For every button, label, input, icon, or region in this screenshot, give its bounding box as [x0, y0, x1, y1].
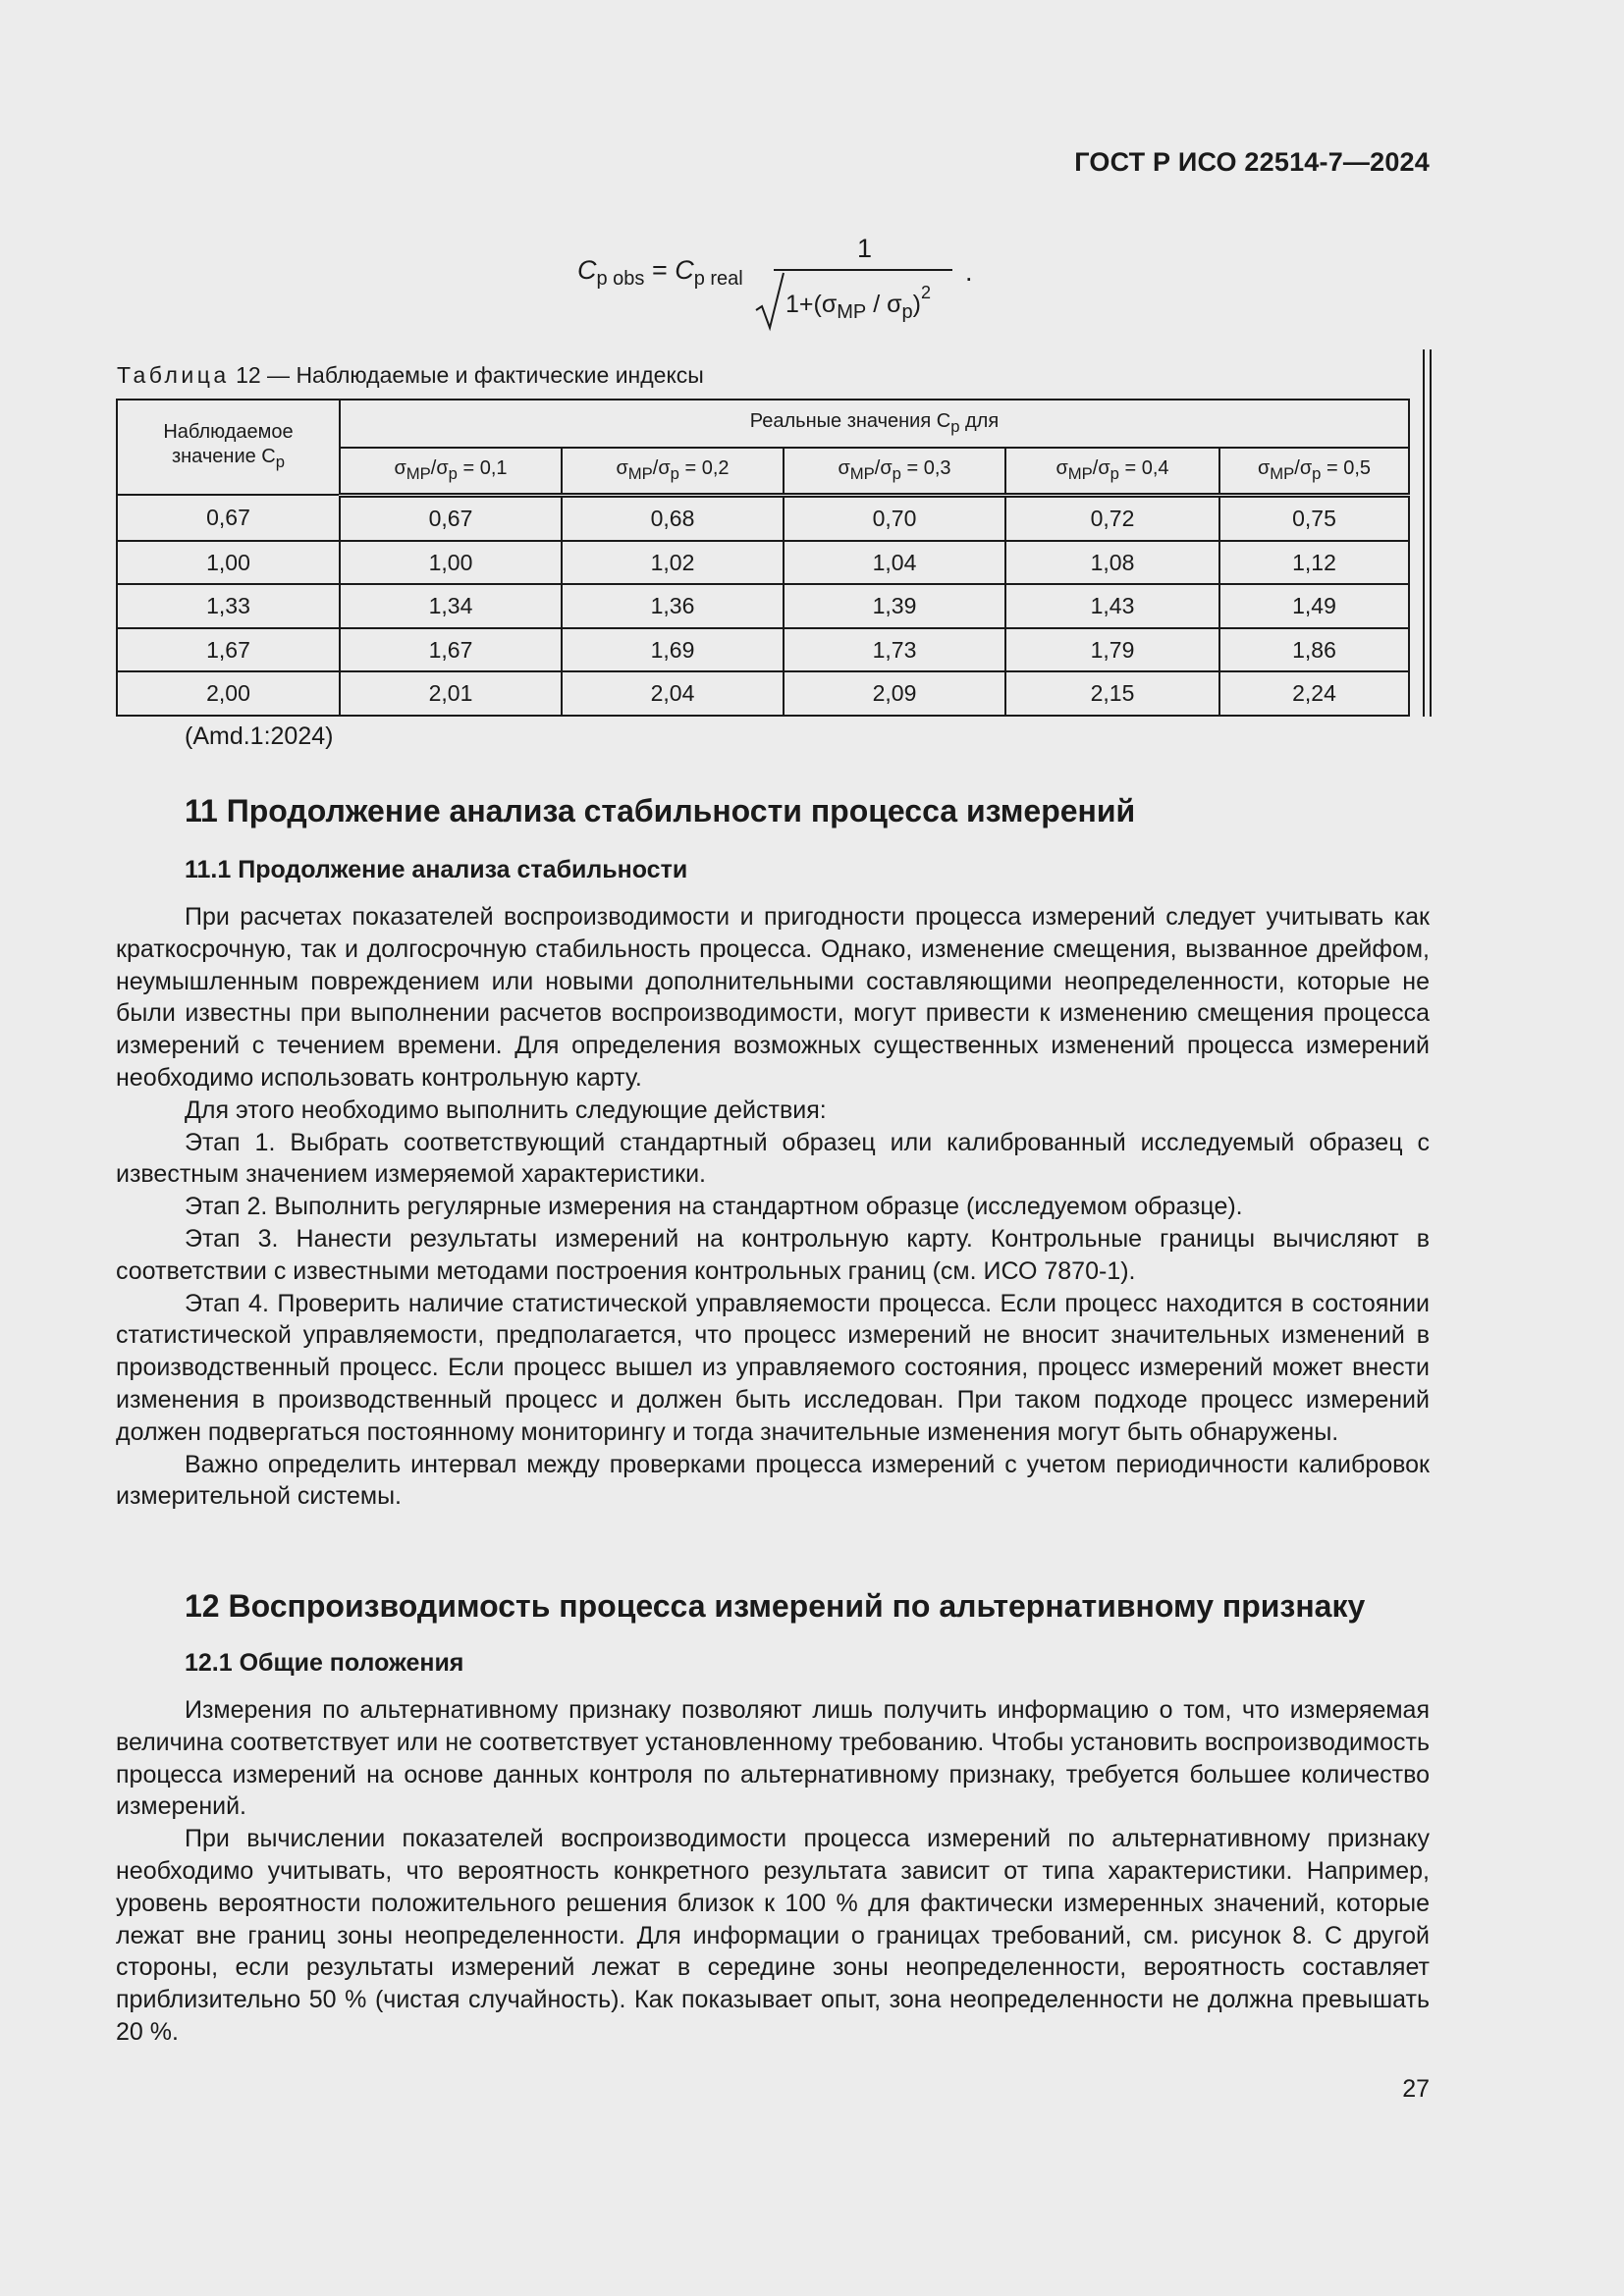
change-bar — [1430, 349, 1432, 717]
real-cp-cell: 2,04 — [562, 671, 784, 716]
column-header-sigma-ratio: $\sigma_{MP}/\sigma_p = 0,3$ — [784, 448, 1005, 495]
observed-cp-cell: 1,67 — [117, 628, 340, 672]
observed-cp-cell: 2,00 — [117, 671, 340, 716]
sqrt-icon — [754, 271, 787, 332]
formula-numerator: 1 — [857, 234, 873, 263]
real-cp-cell: 1,69 — [562, 628, 784, 672]
paragraph: Этап 4. Проверить наличие статистической управляемости процесса. Если процесс находится в состоянии статистической управляемости, предполагается, что процесс измерений не вносит значительных изменений в производственный процесс. Если процесс вышел из управляемого состояния, процесс измерений может внести изменения в производственный процесс и должен быть исследован. При таком подходе процесс измерений должен подвергаться постоянному мониторингу и тогда значительные изменения могут быть обнаружены. — [116, 1289, 1430, 1446]
section-11-1-subtitle: 11.1 Продолжение анализа стабильности — [185, 856, 688, 883]
real-cp-cell: 1,02 — [562, 541, 784, 585]
real-cp-cell: 0,67 — [340, 495, 562, 541]
table-row — [117, 628, 1409, 672]
section-11-title: 11 Продолжение анализа стабильности процесса измерений — [185, 793, 1136, 828]
paragraph: При вычислении показателей воспроизводимости процесса измерений по альтернативному признаку необходимо учитывать, что вероятность конкретного результата зависит от типа характеристики. Например, уровень вероятности положительного решения близок к 100 % для фактически измеренных значений, которые лежат вне границ зоны неопределенности. Для информации о границах требований, см. рисунок 8. С другой стороны, если результаты измерений лежат в середине зоны неопределенности, вероятность составляет приблизительно 50 % (чистая случайность). Как показывает опыт, зона неопределенности не должна превышать 20 %. — [116, 1825, 1430, 2046]
table-row — [117, 671, 1409, 716]
section-12-body — [116, 1694, 1430, 2049]
real-cp-cell: 0,70 — [784, 495, 1005, 541]
real-cp-cell: 1,43 — [1005, 584, 1219, 628]
observed-cp-cell: 1,00 — [117, 541, 340, 585]
real-cp-cell: 1,04 — [784, 541, 1005, 585]
real-cp-cell: 1,79 — [1005, 628, 1219, 672]
real-cp-cell: 0,75 — [1219, 495, 1409, 541]
fraction-bar — [774, 269, 952, 271]
formula-denominator: $1+(\sigma_{MP} / \sigma_p)^2$ — [785, 283, 932, 323]
row-header-observed-cp: Наблюдаемое значение $C_p$ — [117, 400, 340, 495]
table-row — [117, 541, 1409, 585]
paragraph: При расчетах показателей воспроизводимости и пригодности процесса измерений следует учитывать как краткосрочную, так и долгосрочную стабильность процесса. Однако, изменение смещения, вызванное дрейфом, неумышленным повреждением или новыми дополнительными составляющими неопределенности, которые не были известны при выполнении расчетов воспроизводимости, могут привести к изменению смещения процесса измерений с течением времени. Для определения возможных существенных изменений процесса измерений необходимо использовать контрольную карту. — [116, 903, 1430, 1092]
group-header-real-cp: Реальные значения $C_p$ для — [340, 400, 1409, 448]
real-cp-cell: 1,39 — [784, 584, 1005, 628]
observed-cp-cell: 1,33 — [117, 584, 340, 628]
column-header-sigma-ratio: $\sigma_{MP}/\sigma_p = 0,1$ — [340, 448, 562, 495]
paragraph: Измерения по альтернативному признаку позволяют лишь получить информацию о том, что измеряемая величина соответствует или не соответствует установленному требованию. Чтобы установить воспроизводимость процесса измерений на основе данных контроля по альтернативному признаку, требуется большее количество измерений. — [116, 1696, 1430, 1821]
indices-table — [116, 399, 1410, 717]
real-cp-cell: 1,34 — [340, 584, 562, 628]
real-cp-cell: 1,08 — [1005, 541, 1219, 585]
real-cp-cell: 2,15 — [1005, 671, 1219, 716]
amendment-note: (Amd.1:2024) — [185, 722, 334, 750]
paragraph: Этап 2. Выполнить регулярные измерения на стандартном образце (исследуемом образце). — [185, 1193, 1243, 1221]
document-header-id: ГОСТ Р ИСО 22514-7—2024 — [1074, 147, 1430, 177]
column-header-sigma-ratio: $\sigma_{MP}/\sigma_p = 0,5$ — [1219, 448, 1409, 495]
paragraph: Для этого необходимо выполнить следующие действия: — [185, 1095, 827, 1124]
formula-end: . — [965, 257, 973, 287]
paragraph: Важно определить интервал между проверками процесса измерений с учетом периодичности калибровок измерительной системы. — [116, 1450, 1430, 1511]
real-cp-cell: 1,49 — [1219, 584, 1409, 628]
real-cp-cell: 1,00 — [340, 541, 562, 585]
formula-lhs: $C_{p obs} = C_{p real}$ — [577, 255, 743, 290]
real-cp-cell: 2,24 — [1219, 671, 1409, 716]
real-cp-cell: 1,73 — [784, 628, 1005, 672]
real-cp-cell: 1,67 — [340, 628, 562, 672]
formula-cp-obs — [577, 234, 990, 342]
change-bar — [1423, 349, 1425, 717]
table-row — [117, 495, 1409, 541]
page-number: 27 — [1402, 2075, 1430, 2103]
observed-cp-cell: 0,67 — [117, 495, 340, 541]
table-row — [117, 584, 1409, 628]
section-12-1-subtitle: 12.1 Общие положения — [185, 1649, 464, 1677]
table-caption: Таблица 12 — Наблюдаемые и фактические индексы — [117, 362, 704, 388]
real-cp-cell: 2,01 — [340, 671, 562, 716]
real-cp-cell: 0,68 — [562, 495, 784, 541]
section-11-body — [116, 901, 1430, 1513]
real-cp-cell: 1,86 — [1219, 628, 1409, 672]
paragraph: Этап 1. Выбрать соответствующий стандартный образец или калиброванный исследуемый образец с известным значением измеряемой характеристики. — [116, 1128, 1430, 1189]
real-cp-cell: 2,09 — [784, 671, 1005, 716]
real-cp-cell: 1,36 — [562, 584, 784, 628]
column-header-sigma-ratio: $\sigma_{MP}/\sigma_p = 0,4$ — [1005, 448, 1219, 495]
paragraph: Этап 3. Нанести результаты измерений на контрольную карту. Контрольные границы вычисляют в соответствии с известными методами построения контрольных границ (см. ИСО 7870-1). — [116, 1224, 1430, 1285]
real-cp-cell: 1,12 — [1219, 541, 1409, 585]
column-header-sigma-ratio: $\sigma_{MP}/\sigma_p = 0,2$ — [562, 448, 784, 495]
section-12-title: 12 Воспроизводимость процесса измерений по альтернативному признаку — [185, 1588, 1366, 1624]
real-cp-cell: 0,72 — [1005, 495, 1219, 541]
